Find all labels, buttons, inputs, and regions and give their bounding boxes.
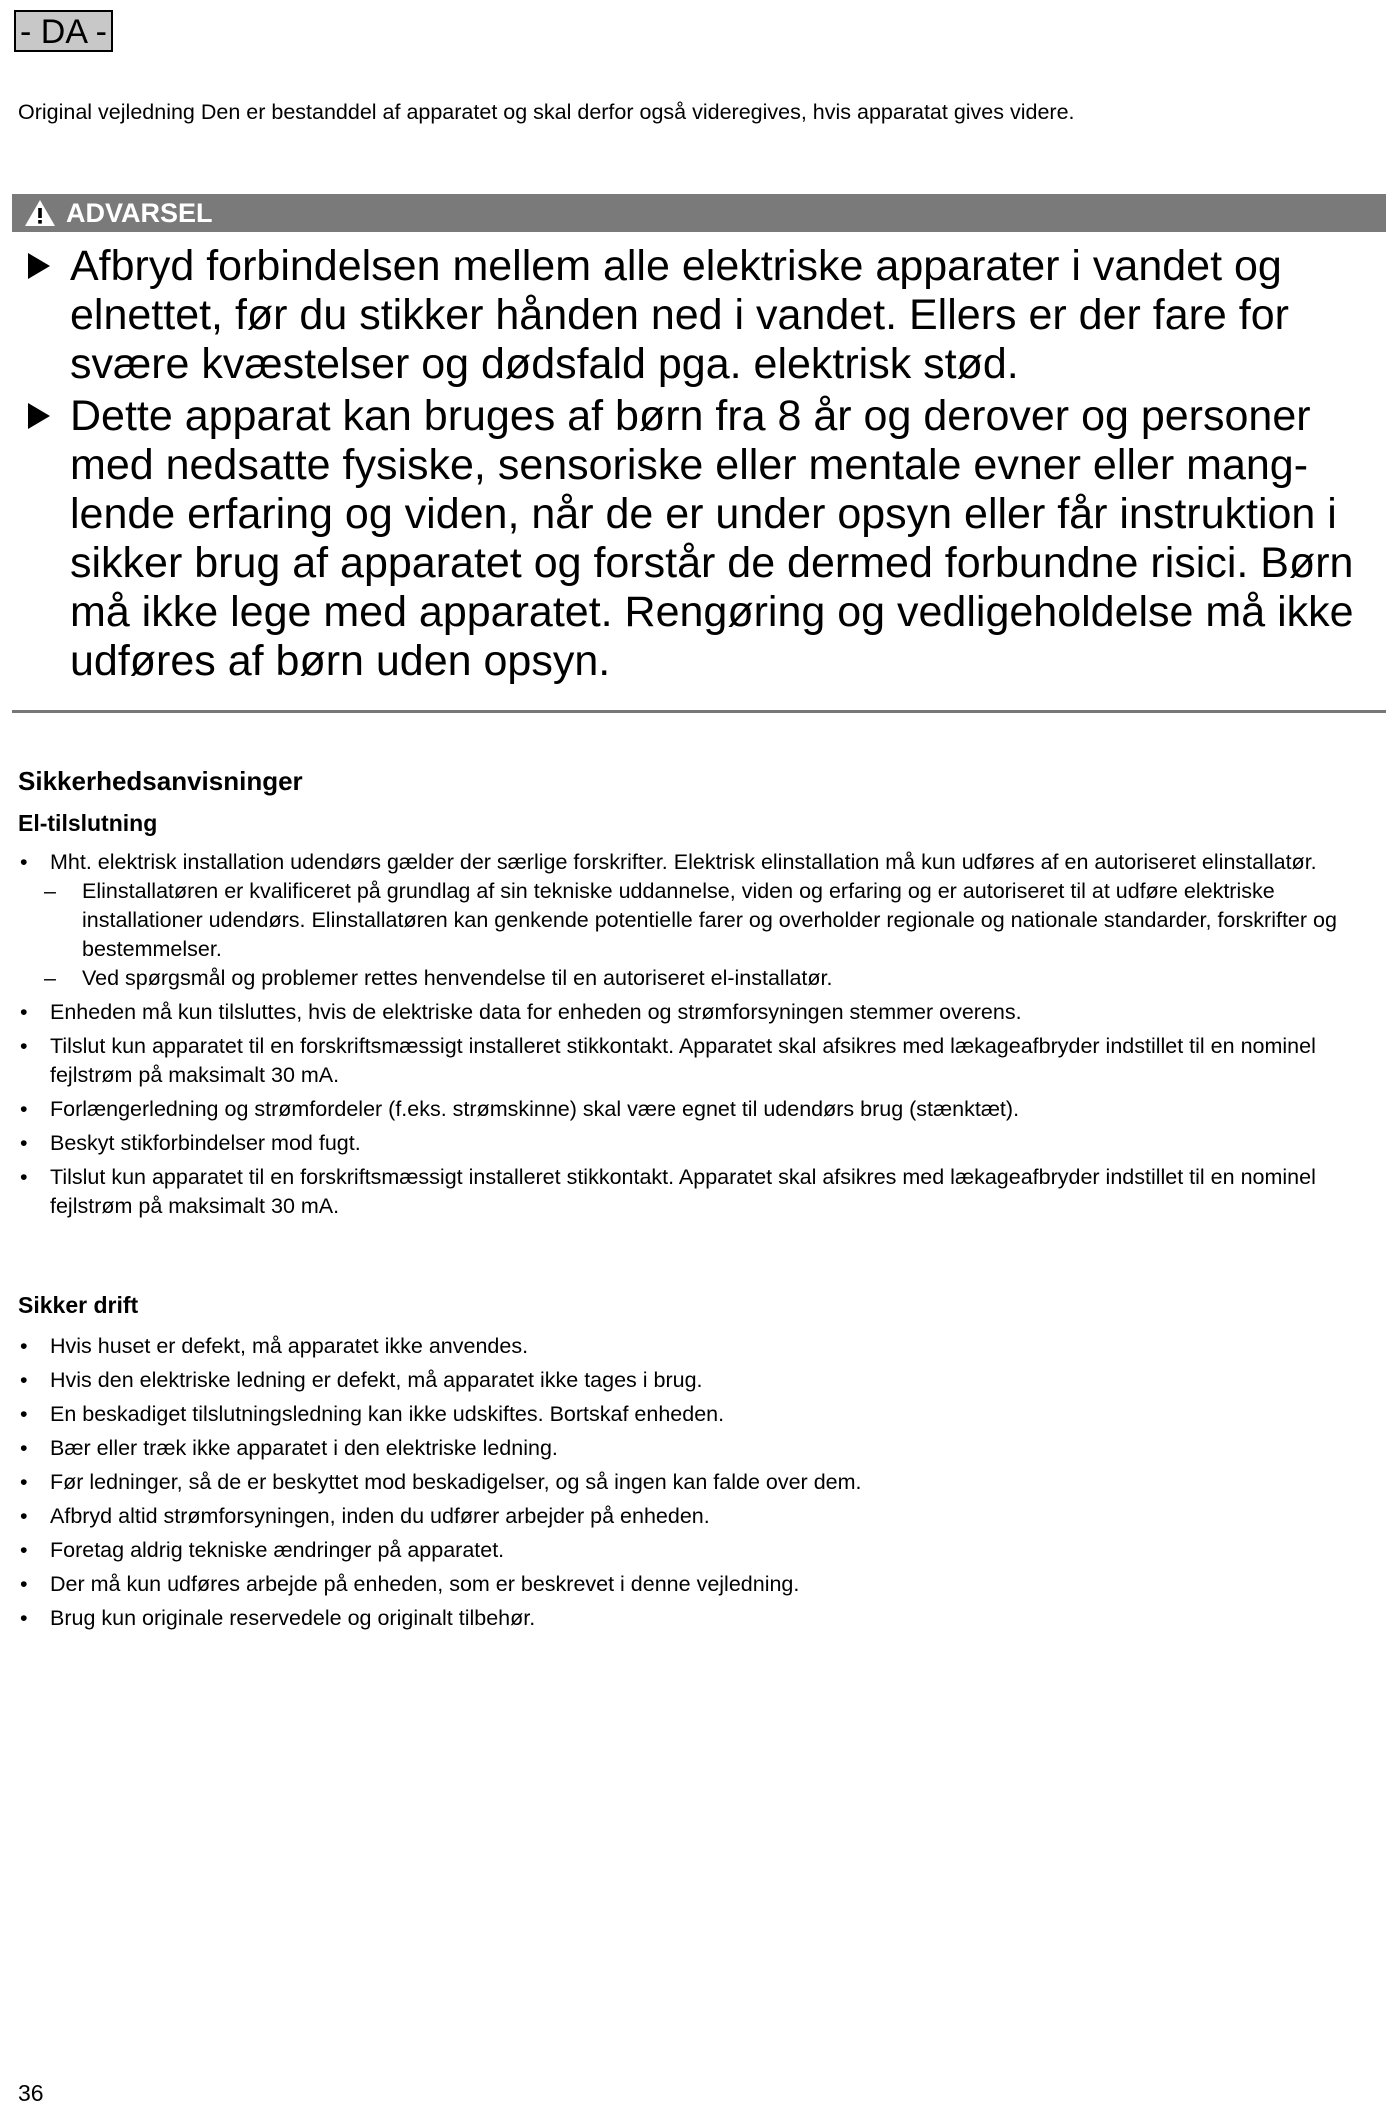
sub-list-item: – Elinstallatøren er kvalificeret på grundlag af sin tekniske uddannelse, viden og erfaring og er autoriseret til at udføre elektriske installationer udendørs. Elinstallatøren kan genkende potentielle farer og overholder regionale og nationale standarder, forskrifter og bestemmelser. (32, 877, 1368, 964)
list-item: • Hvis huset er defekt, må apparatet ikke anvendes. (18, 1332, 1368, 1361)
list-item: • Beskyt stikforbindelser mod fugt. (18, 1129, 1368, 1158)
warning-title: ADVARSEL (66, 197, 213, 228)
list-item: • Tilslut kun apparatet til en forskriftsmæssigt installeret stikkontakt. Apparatet skal afsikres med lækageafbryder indstillet til en nominel fejlstrøm på maksimalt 30 mA. (18, 1163, 1368, 1221)
list-item: • Enheden må kun tilsluttes, hvis de elektriske data for enheden og strømforsyningen stemmer overens. (18, 998, 1368, 1027)
arrow-icon (28, 253, 50, 279)
divider (12, 710, 1386, 713)
warning-item: Afbryd forbindelsen mellem alle elektriske apparater i vandet og elnettet, før du stikker hånden ned i vandet. Ellers er der fare for svære kvæstelser og dødsfald pga. elektrisk stød. (24, 242, 1384, 389)
list-item: • Forlængerledning og strømfordeler (f.eks. strømskinne) skal være egnet til udendørs brug (stænktæt). (18, 1095, 1368, 1124)
page-number: 36 (18, 2080, 44, 2106)
list-item: • Hvis den elektriske ledning er defekt, må apparatet ikke tages i brug. (18, 1366, 1368, 1395)
sub-list-item: – Ved spørgsmål og problemer rettes henvendelse til en autoriseret el-installatør. (32, 964, 1368, 993)
warning-triangle-icon (24, 199, 56, 227)
warning-header (12, 194, 1386, 232)
list-item: • Foretag aldrig tekniske ændringer på apparatet. (18, 1536, 1368, 1565)
list-item: • Tilslut kun apparatet til en forskriftsmæssigt installeret stikkontakt. Apparatet skal afsikres med lækageafbryder indstillet til en nominel fejlstrøm på maksimalt 30 mA. (18, 1032, 1368, 1090)
el-list (18, 848, 1368, 1226)
list-item: • Mht. elektrisk installation udendørs gælder der særlige forskrifter. Elektrisk elinstallation må kun udføres af en autoriseret elinstallatør. – Elinstallatøren er kvalificeret på grundlag af sin tekniske uddannelse, viden og erfaring og er autoriseret til at udføre elektriske installationer udendørs. Elinstallatøren kan genkende potentielle farer og overholder regionale og nationale standarder, forskrifter og bestemmelser. – Ved spørgsmål og problemer rettes henvendelse til en autoriseret el-installatør. (18, 848, 1368, 993)
subsection-heading-el: El-tilslutning (18, 810, 158, 836)
language-tag: - DA - (14, 10, 113, 52)
section-heading: Sikkerhedsanvisninger (18, 766, 303, 796)
list-item: • Brug kun originale reservedele og originalt tilbehør. (18, 1604, 1368, 1633)
list-item: • Før ledninger, så de er beskyttet mod beskadigelser, og så ingen kan falde over dem. (18, 1468, 1368, 1497)
drift-list (18, 1332, 1368, 1638)
list-item: • Der må kun udføres arbejde på enheden, som er beskrevet i denne vejledning. (18, 1570, 1368, 1599)
warning-list (24, 242, 1384, 689)
list-item: • Bær eller træk ikke apparatet i den elektriske ledning. (18, 1434, 1368, 1463)
intro-text: Original vejledning Den er bestanddel af apparatet og skal derfor også videregives, hvis apparatat gives videre. (18, 100, 1075, 124)
subsection-heading-drift: Sikker drift (18, 1292, 139, 1318)
sub-list (50, 877, 1368, 993)
list-item: • Afbryd altid strømforsyningen, inden du udfører arbejder på enheden. (18, 1502, 1368, 1531)
warning-item: Dette apparat kan bruges af børn fra 8 år og derover og personer med nedsatte fysiske, sensoriske eller mentale evner eller manglende erfaring og viden, når de er under opsyn eller får instruktion i sikker brug af apparatet og forstår de dermed forbundne risici. Børn må ikke lege med apparatet. Rengøring og vedligeholdelse må ikke udføres af børn uden opsyn. (24, 392, 1384, 686)
list-item: • En beskadiget tilslutningsledning kan ikke udskiftes. Bortskaf enheden. (18, 1400, 1368, 1429)
arrow-icon (28, 403, 50, 429)
